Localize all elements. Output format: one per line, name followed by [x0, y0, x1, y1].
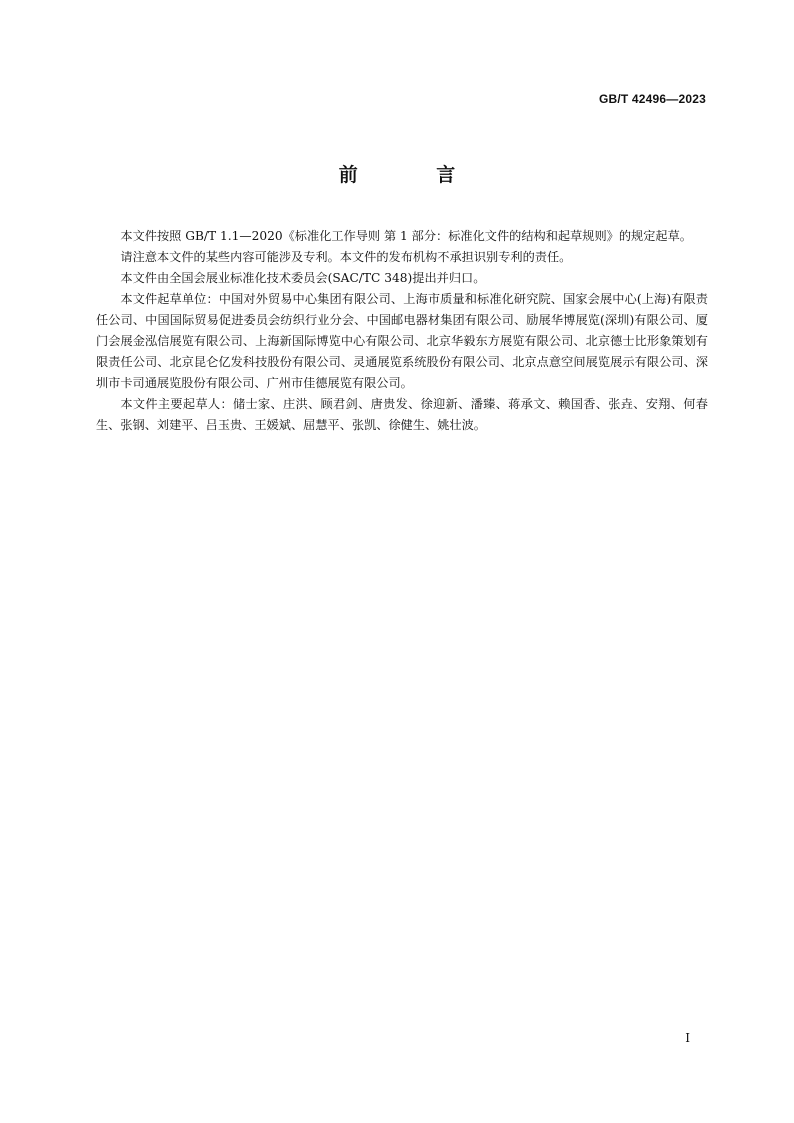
- preface-body: [96, 226, 708, 436]
- preface-title: 前 言: [338, 164, 492, 186]
- standard-code: GB/T 42496—2023: [598, 92, 706, 106]
- page-number: I: [685, 1031, 690, 1045]
- paragraph-drafting-rules: 本文件按照 GB/T 1.1—2020《标准化工作导则 第 1 部分：标准化文件的结构和起草规则》的规定起草。: [120, 229, 692, 243]
- paragraph-drafting-organizations: 本文件起草单位：中国对外贸易中心集团有限公司、上海市质量和标准化研究院、国家会展中心(上海)有限责任公司、中国国际贸易促进委员会纺织行业分会、中国邮电器材集团有限公司、励展华博展览(深圳)有限公司、厦门会展金泓信展览有限公司、上海新国际博览中心有限公司、北京华毅东方展览有限公司、北京德士比形象策划有限责任公司、北京昆仑亿发科技股份有限公司、灵通展览系统股份有限公司、北京点意空间展览展示有限公司、深圳市卡司通展览股份有限公司、广州市佳德展览有限公司。: [96, 292, 708, 390]
- paragraph-main-drafters: 本文件主要起草人：储士家、庄洪、顾君剑、唐贵发、徐迎新、潘臻、蒋承文、赖国香、张垚、安翔、何春生、张钢、刘建平、吕玉贵、王媛斌、屈慧平、张凯、徐健生、姚壮波。: [96, 397, 708, 432]
- paragraph-proposer: 本文件由全国会展业标准化技术委员会(SAC/TC 348)提出并归口。: [120, 271, 486, 285]
- paragraph-patent-notice: 请注意本文件的某些内容可能涉及专利。本文件的发布机构不承担识别专利的责任。: [120, 250, 572, 264]
